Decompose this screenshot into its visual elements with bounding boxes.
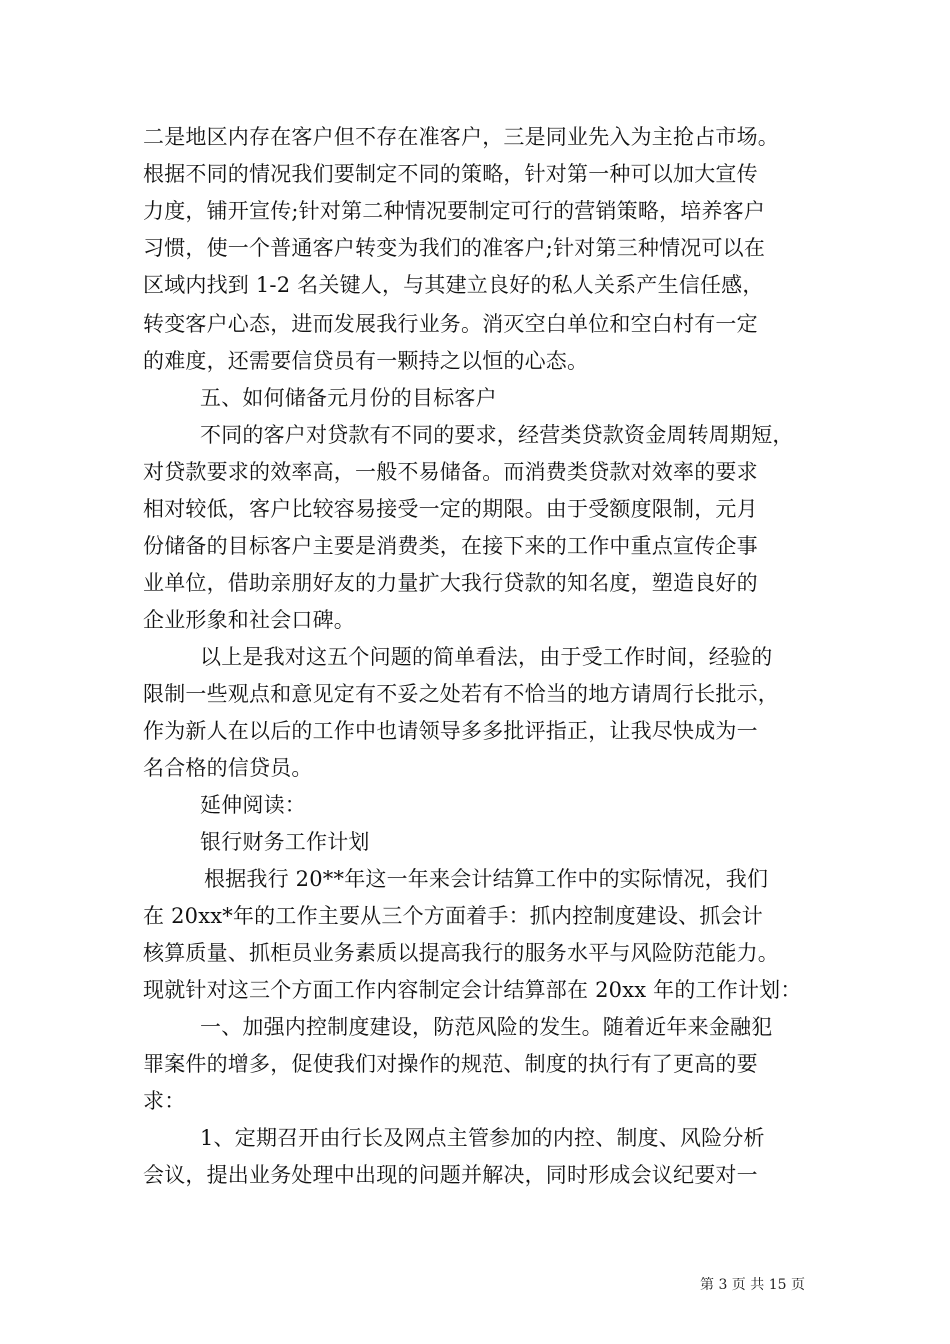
text-line: 业单位，借助亲朋好友的力量扩大我行贷款的知名度，塑造良好的	[143, 571, 758, 595]
paragraph-start: 以上是我对这五个问题的简单看法，由于受工作时间，经验的	[200, 645, 773, 669]
text-line: 现就针对这三个方面工作内容制定会计结算部在 20xx 年的工作计划：	[143, 978, 802, 1002]
text-line: 对贷款要求的效率高，一般不易储备。而消费类贷款对效率的要求	[143, 460, 758, 484]
page-number: 第 3 页 共 15 页	[700, 1277, 805, 1293]
text-line: 二是地区内存在客户但不存在准客户，三是同业先入为主抢占市场。	[143, 125, 779, 149]
section-heading: 五、如何储备元月份的目标客户	[200, 386, 497, 410]
text-line: 会议，提出业务处理中出现的问题并解决，同时形成会议纪要对一	[143, 1163, 758, 1187]
text-line: 的难度，还需要信贷员有一颗持之以恒的心态。	[143, 349, 589, 373]
paragraph-start: 一、加强内控制度建设，防范风险的发生。随着近年来金融犯	[200, 1015, 773, 1039]
paragraph-start: 1、定期召开由行长及网点主管参加的内控、制度、风险分析	[200, 1126, 765, 1150]
text-line: 求：	[143, 1089, 186, 1113]
text-line: 名合格的信贷员。	[143, 756, 313, 780]
text-line: 在 20xx*年的工作主要从三个方面着手：抓内控制度建设、抓会计	[143, 904, 763, 928]
text-line: 力度，铺开宣传;针对第二种情况要制定可行的营销策略，培养客户	[143, 199, 766, 223]
extended-reading-label: 延伸阅读：	[200, 793, 306, 817]
text-line: 份储备的目标客户主要是消费类，在接下来的工作中重点宣传企事	[143, 534, 758, 558]
text-line: 相对较低，客户比较容易接受一定的期限。由于受额度限制，元月	[143, 497, 758, 521]
paragraph-start: 不同的客户对贷款有不同的要求，经营类贷款资金周转周期短，	[200, 423, 794, 447]
text-line: 习惯，使一个普通客户转变为我们的准客户;针对第三种情况可以在	[143, 236, 766, 260]
text-line: 核算质量、抓柜员业务素质以提高我行的服务水平与风险防范能力。	[143, 941, 779, 965]
section-title: 银行财务工作计划	[200, 830, 370, 854]
text-line: 转变客户心态，进而发展我行业务。消灭空白单位和空白村有一定	[143, 312, 758, 336]
text-line: 作为新人在以后的工作中也请领导多多批评指正，让我尽快成为一	[143, 719, 758, 743]
text-line: 罪案件的增多，促使我们对操作的规范、制度的执行有了更高的要	[143, 1052, 758, 1076]
text-line: 限制一些观点和意见定有不妥之处若有不恰当的地方请周行长批示，	[143, 682, 779, 706]
text-line: 根据不同的情况我们要制定不同的策略，针对第一种可以加大宣传	[143, 162, 758, 186]
paragraph-start: 根据我行 20**年这一年来会计结算工作中的实际情况，我们	[204, 867, 769, 891]
text-line: 企业形象和社会口碑。	[143, 608, 355, 632]
text-line: 区域内找到 1-2 名关键人，与其建立良好的私人关系产生信任感，	[143, 273, 764, 297]
